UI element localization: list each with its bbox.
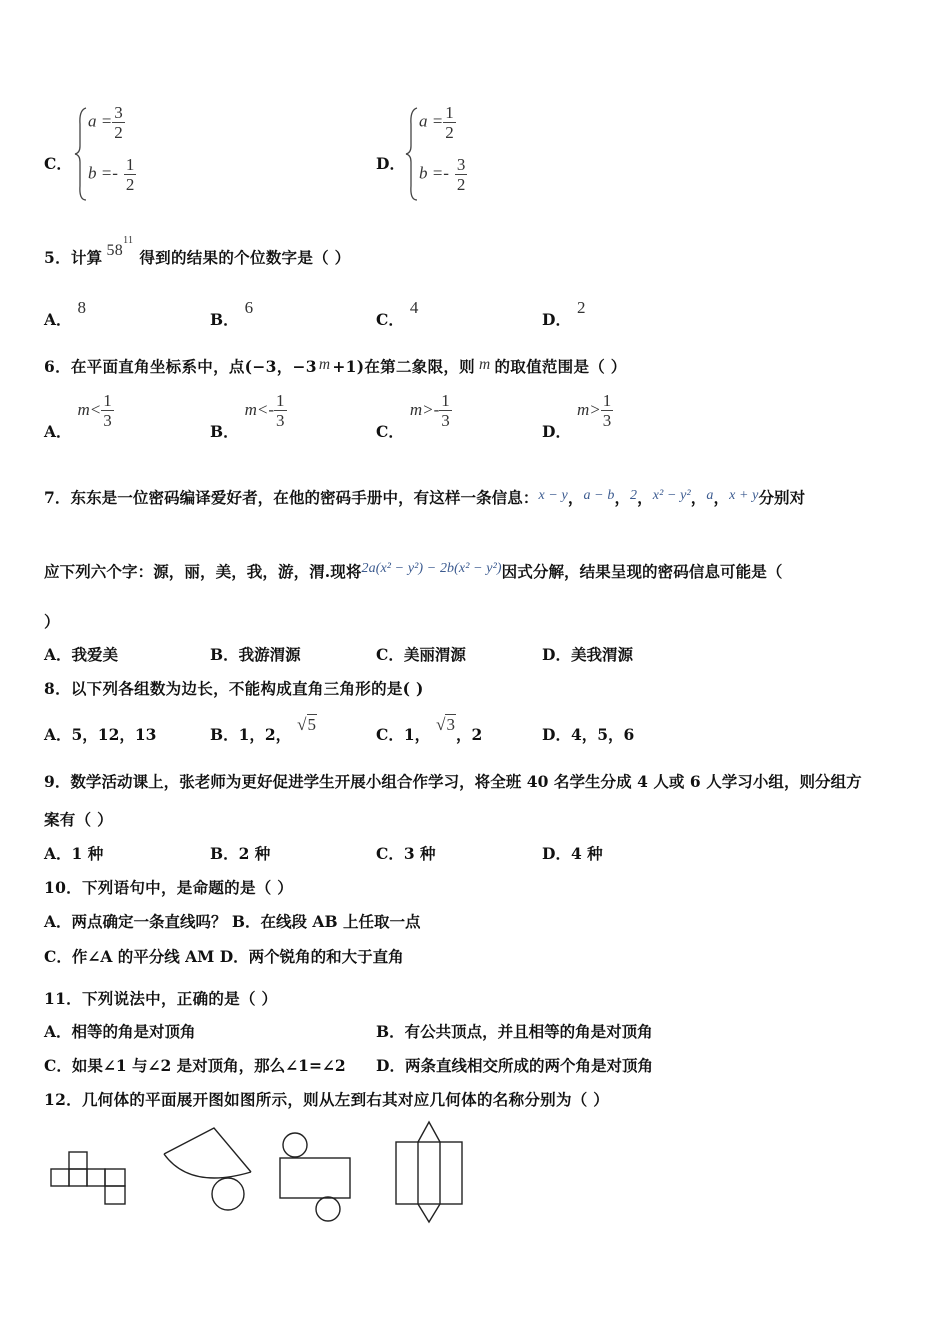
q5-stem: 5．计算 $58^{11}$得到的结果的个位数字是（ ）: [44, 234, 351, 267]
q8-option-b[interactable]: B．1，2，√5: [210, 715, 317, 744]
q4-d-equation-b: b =- $\frac{3}{2}$: [419, 155, 466, 194]
q7-stem-line2: 应下列六个字：源，丽，美，我，游，渭.现将2a(x² − y²) − 2b(x² − y²)因式分解，结果呈现的密码信息可能是（: [44, 561, 783, 581]
q8-option-d[interactable]: D．4，5，6: [542, 725, 635, 744]
q8-option-a[interactable]: A．5，12，13: [44, 725, 157, 744]
q6-option-a[interactable]: A．m< $\frac{1}{3}$: [44, 391, 112, 441]
q4-option-c-label[interactable]: C．: [44, 154, 72, 173]
q7-stem-line3: ）: [44, 612, 60, 631]
q12-stem: 12．几何体的平面展开图如图所示，则从左到右其对应几何体的名称分别为（ ）: [44, 1090, 610, 1109]
q9-stem-line1: 9．数学活动课上，张老师为更好促进学生开展小组合作学习，将全班 40 名学生分成 4 人或 6 人学习小组，则分组方: [44, 772, 862, 791]
q10-stem: 10．下列语句中，是命题的是（ ）: [44, 878, 294, 897]
q9-option-a[interactable]: A．1 种: [44, 844, 104, 863]
q5-option-b[interactable]: B．6: [210, 298, 254, 329]
q9-option-b[interactable]: B．2 种: [210, 844, 271, 863]
q7-option-d[interactable]: D．美我渭源: [542, 645, 633, 664]
q5-option-a[interactable]: A．8: [44, 298, 87, 329]
cone-net-figure: [160, 1126, 256, 1212]
q6-stem: 6．在平面直角坐标系中，点(−3，−3 m +1)在第二象限，则 m 的取值范围是（ ）: [44, 356, 627, 376]
q6-option-c[interactable]: C．m>- $\frac{1}{3}$: [376, 391, 450, 441]
q6-option-d[interactable]: D．m> $\frac{1}{3}$: [542, 391, 612, 441]
q10-options-cd[interactable]: C．作∠A 的平分线 AM D．两个锐角的和大于直角: [44, 947, 404, 966]
q11-option-c[interactable]: C．如果∠1 与∠2 是对顶角，那么∠1=∠2: [44, 1056, 346, 1075]
q9-option-c[interactable]: C．3 种: [376, 844, 436, 863]
q11-option-a[interactable]: A．相等的角是对顶角: [44, 1022, 196, 1041]
q5-option-c[interactable]: C．4: [376, 298, 419, 329]
q4-c-equation-a: a = $\frac{3}{2}$: [88, 103, 123, 142]
q5-option-d[interactable]: D．2: [542, 298, 586, 329]
q7-option-c[interactable]: C．美丽渭源: [376, 645, 466, 664]
q7-option-a[interactable]: A．我爱美: [44, 645, 119, 664]
q10-options-ab[interactable]: A．两点确定一条直线吗？ B．在线段 AB 上任取一点: [44, 912, 421, 931]
q11-option-d[interactable]: D．两条直线相交所成的两个角是对顶角: [376, 1056, 653, 1075]
q4-c-equation-b: b =- $\frac{1}{2}$: [88, 155, 135, 194]
q7-stem-line1: 7．东东是一位密码编译爱好者，在他的密码手册中，有这样一条信息：x − y，a − b，2，x² − y²，a，x + y分别对: [44, 488, 806, 507]
cube-net-figure: [50, 1150, 130, 1206]
q9-stem-line2: 案有（ ）: [44, 810, 113, 829]
q8-option-c[interactable]: C．1，√3，2: [376, 715, 483, 744]
cylinder-net-figure: [276, 1132, 356, 1222]
triangular-prism-net-figure: [393, 1120, 465, 1224]
q7-option-b[interactable]: B．我游渭源: [210, 645, 301, 664]
q6-option-b[interactable]: B．m<- $\frac{1}{3}$: [210, 391, 285, 441]
q4-option-d-label[interactable]: D．: [376, 154, 405, 173]
q11-option-b[interactable]: B．有公共顶点，并且相等的角是对顶角: [376, 1022, 653, 1041]
q8-stem: 8．以下列各组数为边长，不能构成直角三角形的是( ): [44, 679, 424, 698]
q9-option-d[interactable]: D．4 种: [542, 844, 603, 863]
q4-d-equation-a: a = $\frac{1}{2}$: [419, 103, 454, 142]
q11-stem: 11．下列说法中，正确的是（ ）: [44, 989, 278, 1008]
